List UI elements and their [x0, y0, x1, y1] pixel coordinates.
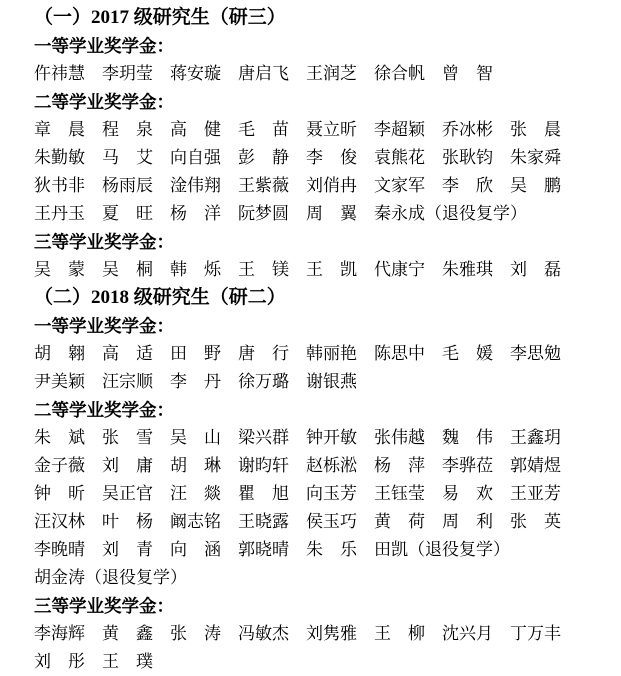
- tier-1-label-2017: 一等学业奖学金：: [34, 36, 174, 56]
- recipient-names-line: 胡 翱 高 适 田 野 唐 行 韩丽艳 陈思中 毛 媛 李思勉: [34, 344, 561, 363]
- tier-3-label-2018: 三等学业奖学金：: [34, 596, 174, 616]
- section-2018-heading: （二）2018 级研究生（研二）: [34, 287, 286, 308]
- recipient-names-line: 李晚晴 刘 青 向 涵 郭晓晴 朱 乐 田凯（退役复学）: [34, 540, 510, 559]
- recipient-names-line: 吴 蒙 吴 桐 韩 烁 王 镁 王 凯 代康宁 朱雅琪 刘 磊: [34, 260, 561, 279]
- tier-2-label-2018: 二等学业奖学金：: [34, 400, 174, 420]
- recipient-names-line: 王丹玉 夏 旺 杨 洋 阮梦圆 周 翼 秦永成（退役复学）: [34, 204, 527, 223]
- recipient-names-line: 狄书非 杨雨辰 淦伟翔 王紫薇 刘俏冉 文家军 李 欣 吴 鹏: [34, 176, 561, 195]
- tier-1-label-2018: 一等学业奖学金：: [34, 316, 174, 336]
- recipient-names-line: 胡金涛（退役复学）: [34, 568, 187, 587]
- section-2017-heading: （一）2017 级研究生（研三）: [34, 7, 286, 28]
- recipient-names-line: 汪汉林 叶 杨 阚志铭 王晓露 侯玉巧 黄 荷 周 利 张 英: [34, 512, 561, 531]
- recipient-names-line: 仵祎慧 李玥莹 蒋安璇 唐启飞 王润芝 徐合帆 曾 智: [34, 64, 493, 83]
- recipient-names-line: 尹美颖 汪宗顺 李 丹 徐万璐 谢银燕: [34, 372, 357, 391]
- recipient-names-line: 朱勤敏 马 艾 向自强 彭 静 李 俊 袁熊花 张耿钧 朱家舜: [34, 148, 561, 167]
- recipient-names-line: 钟 昕 吴正官 汪 燚 瞿 旭 向玉芳 王钰莹 易 欢 王亚芳: [34, 484, 561, 503]
- recipient-names-line: 章 晨 程 泉 高 健 毛 苗 聂立昕 李超颖 乔冰彬 张 晨: [34, 120, 561, 139]
- recipient-names-line: 朱 斌 张 雪 吴 山 梁兴群 钟开敏 张伟越 魏 伟 王鑫玥: [34, 428, 561, 447]
- recipient-names-line: 金子薇 刘 庸 胡 琳 谢昀轩 赵栎淞 杨 萍 李骅莅 郭婧煜: [34, 456, 561, 475]
- tier-3-label-2017: 三等学业奖学金：: [34, 232, 174, 252]
- recipient-names-line: 刘 彤 王 璞: [34, 652, 153, 671]
- recipient-names-line: 李海辉 黄 鑫 张 涛 冯敏杰 刘隽雅 王 柳 沈兴月 丁万丰: [34, 624, 561, 643]
- tier-2-label-2017: 二等学业奖学金：: [34, 92, 174, 112]
